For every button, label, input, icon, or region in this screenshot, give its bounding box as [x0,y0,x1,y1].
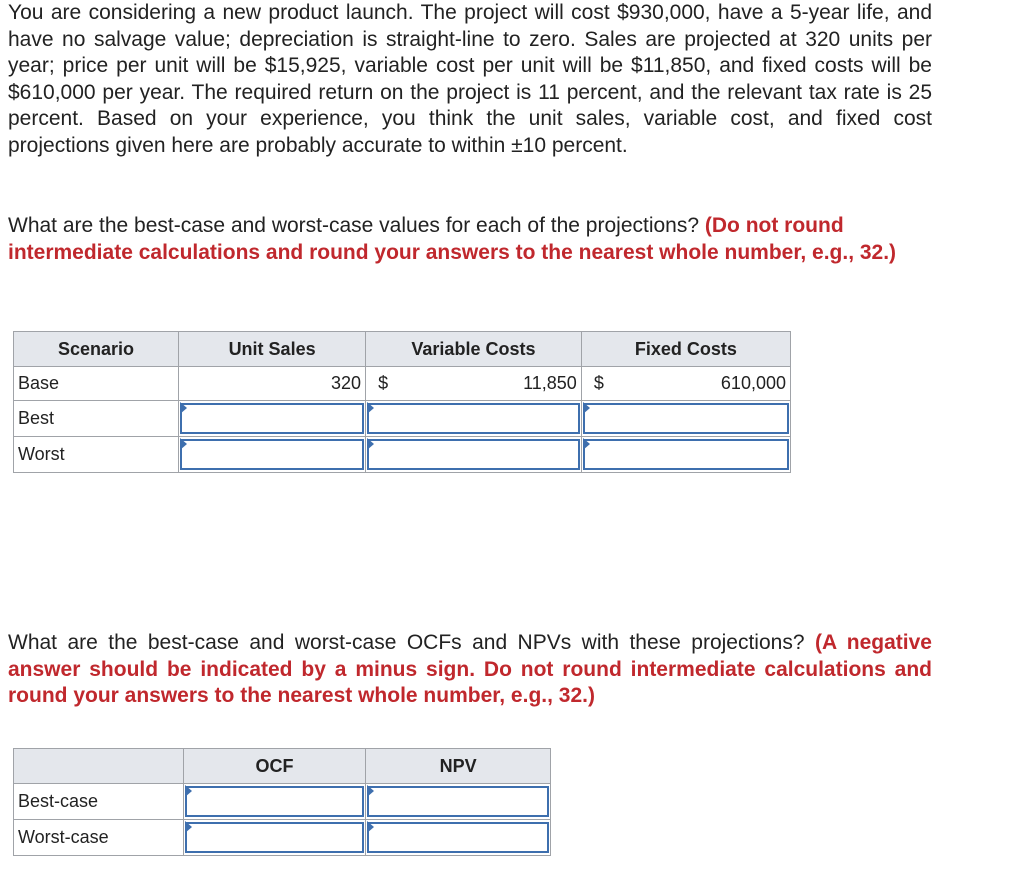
ocf-npv-header-row [14,749,551,784]
header-blank [14,749,184,784]
table-row-best [14,401,791,437]
question-2-instruction: (A negative answer should be indicated by a minus sign. Do not round intermediate calculations and round your answers to the nearest whole number, e.g., 32.) [8,631,932,708]
worst-variable-costs-input[interactable] [367,439,580,470]
header-npv: NPV [366,749,551,784]
worst-unit-sales-input[interactable] [180,439,364,470]
base-fixed-costs: 610,000 [612,367,791,401]
question-1-text: What are the best-case and worst-case values for each of the projections? [8,214,705,237]
row-label-worst-case: Worst-case [14,820,184,856]
best-fixed-costs-input[interactable] [583,403,789,434]
best-unit-sales-input[interactable] [180,403,364,434]
table-row-worst [14,437,791,473]
row-label-best: Best [14,401,179,437]
question-2-text: What are the best-case and worst-case OCFs and NPVs with these projections? [8,631,815,654]
question-1-instruction: (Do not round intermediate calculations and round your answers to the nearest whole number, e.g., 32.) [8,214,897,264]
header-scenario: Scenario [14,332,179,367]
header-variable-costs: Variable Costs [366,332,582,367]
question-1 [8,213,932,266]
best-variable-costs-input[interactable] [367,403,580,434]
projections-header-row [14,332,791,367]
table-row-worst-case [14,820,551,856]
best-case-npv-input[interactable] [367,786,549,817]
projections-table [13,331,791,473]
question-2 [8,630,932,710]
base-fixed-currency: $ [581,367,611,401]
base-variable-costs: 11,850 [396,367,581,401]
table-row-best-case [14,784,551,820]
base-variable-currency: $ [366,367,396,401]
worst-case-ocf-input[interactable] [185,822,365,853]
table-row-base [14,367,791,401]
ocf-npv-table [13,748,551,856]
problem-statement: You are considering a new product launch. The project will cost $930,000, have a 5-year life, and have no salvage value; depreciation is straight-line to zero. Sales are projected at 320 units per year; price per unit will be $15,925, variable cost per unit will be $11,850, and fixed costs will be $610,000 per year. The required return on the project is 11 percent, and the relevant tax rate is 25 percent. Based on your experience, you think the unit sales, variable cost, and fixed cost projections given here are probably accurate to within ±10 percent. [8,1,932,157]
best-case-ocf-input[interactable] [185,786,365,817]
base-unit-sales: 320 [179,367,366,401]
header-unit-sales: Unit Sales [179,332,366,367]
worst-case-npv-input[interactable] [367,822,549,853]
header-ocf: OCF [183,749,366,784]
row-label-best-case: Best-case [14,784,184,820]
header-fixed-costs: Fixed Costs [581,332,790,367]
worst-fixed-costs-input[interactable] [583,439,789,470]
row-label-base: Base [14,367,179,401]
row-label-worst: Worst [14,437,179,473]
